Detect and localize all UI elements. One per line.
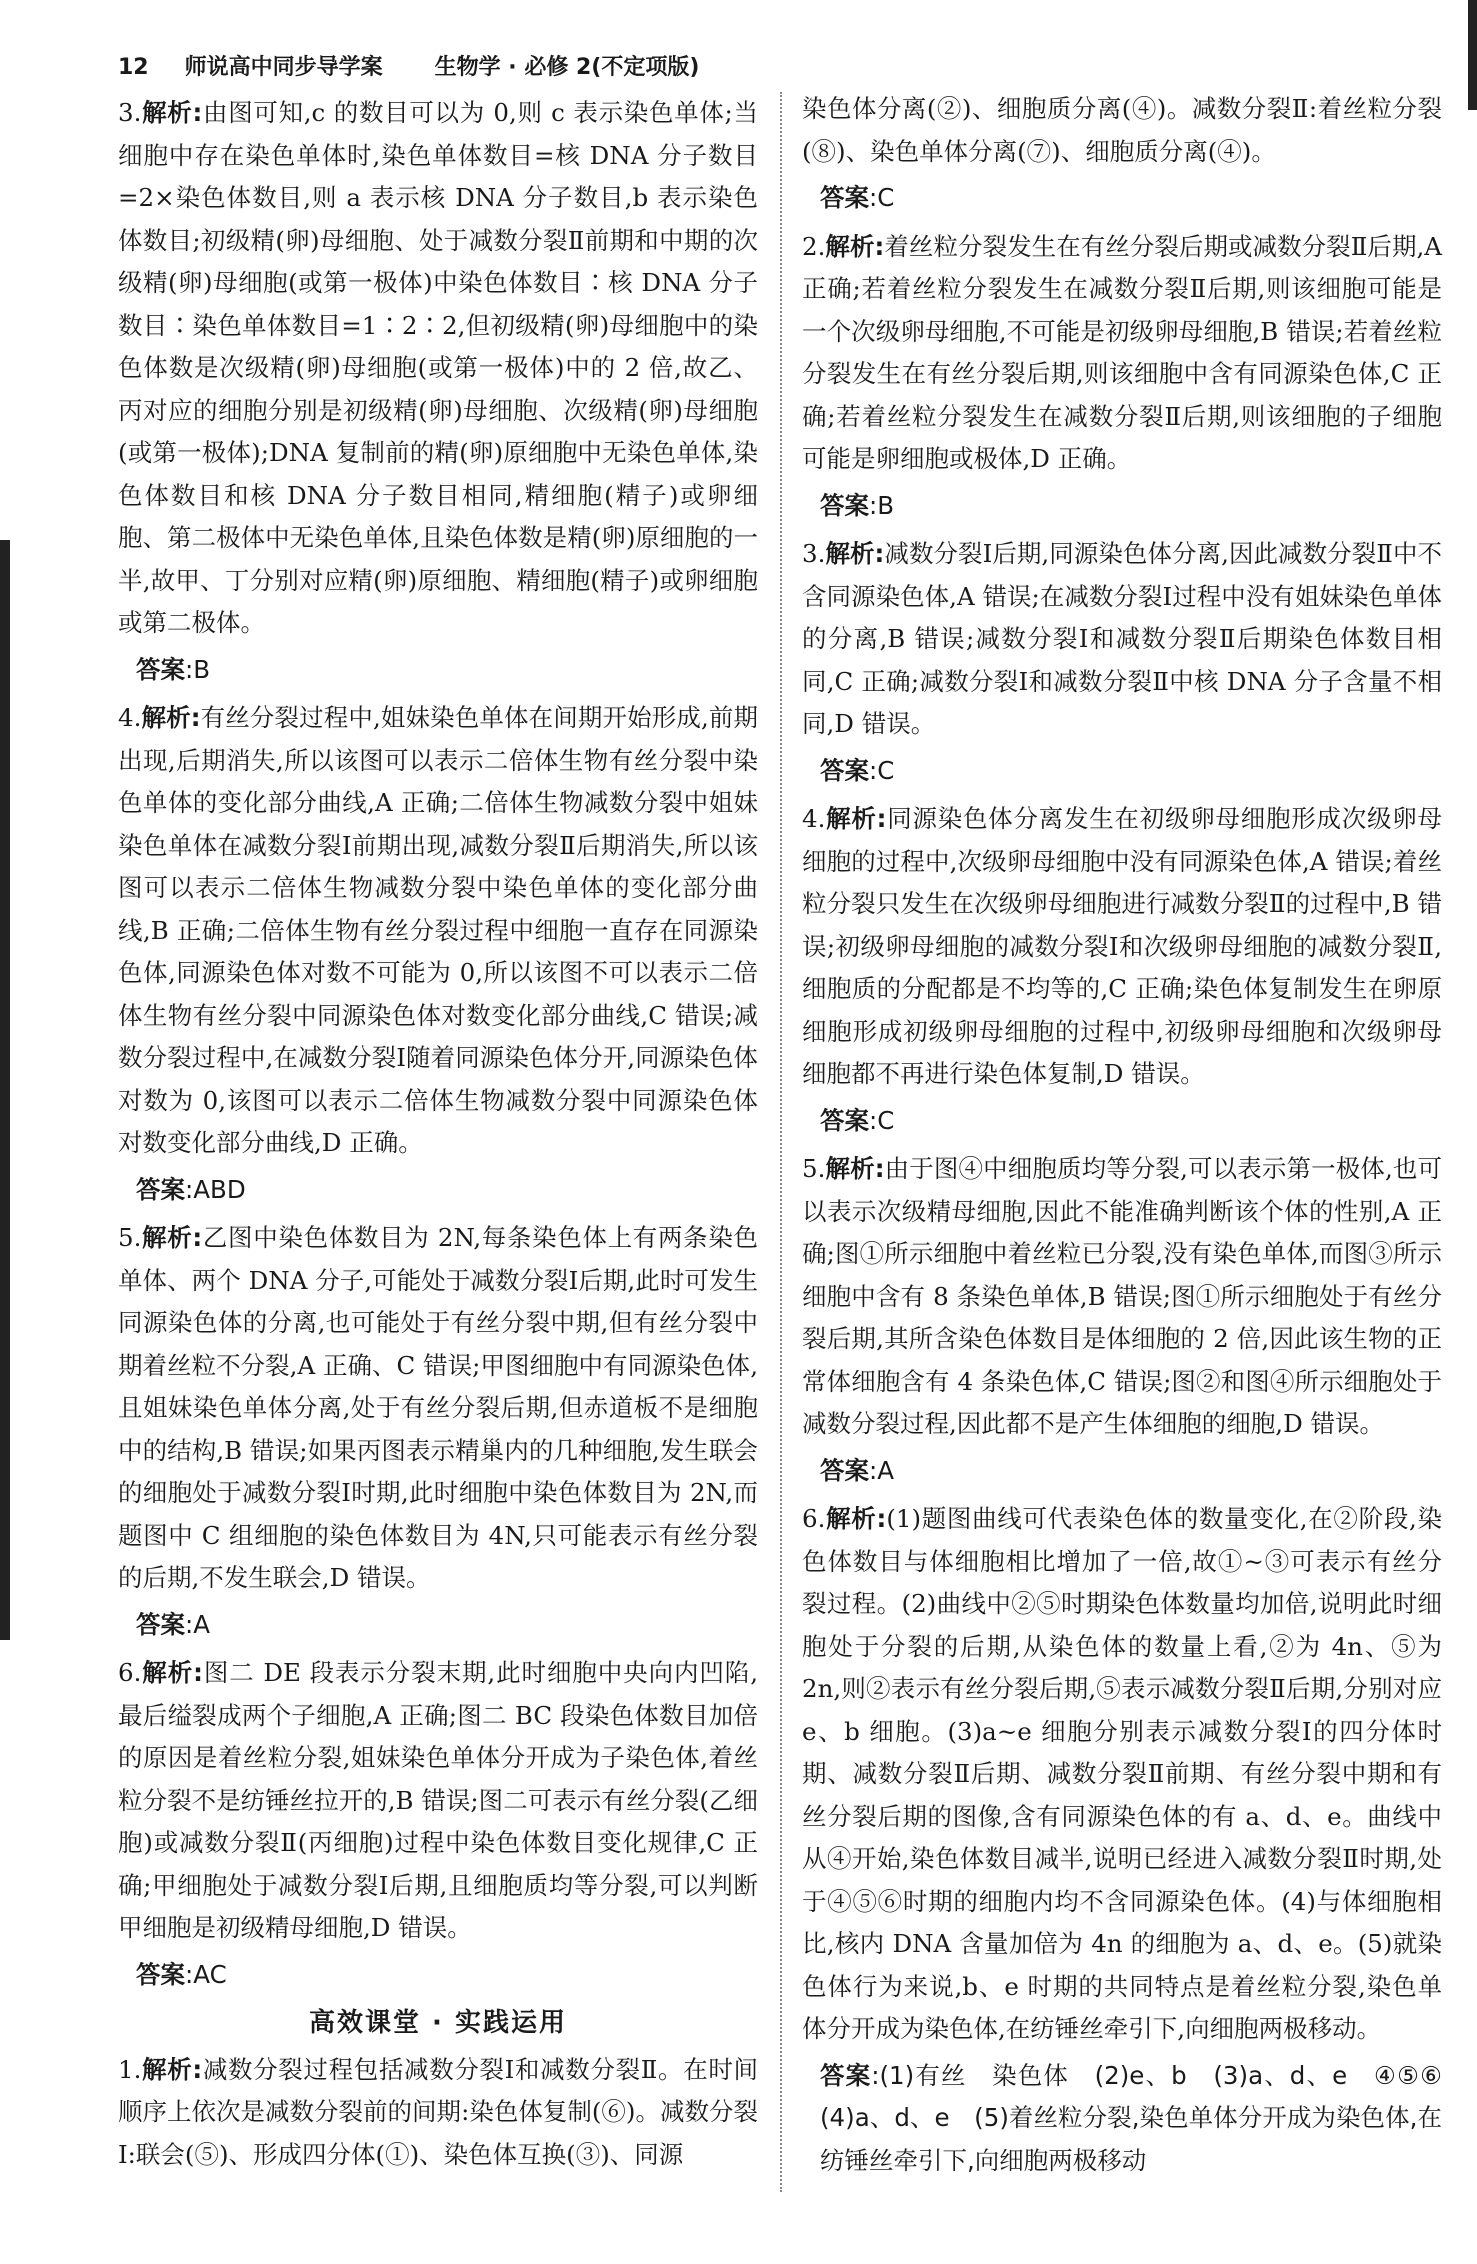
book-title: 师说高中同步导学案 bbox=[184, 55, 383, 80]
analysis-text: 有丝分裂过程中,姐妹染色单体在间期开始形成,前期出现,后期消失,所以该图可以表示二倍体生物有丝分裂中染色单体的变化部分曲线,A 正确;二倍体生物减数分裂中姐妹染色单体在减数分裂Ⅰ前期出现,减数分裂Ⅱ后期消失,所以该图可以表示二倍体生物减数分裂中染色单体的变化部分曲线,B 正确;二倍体生物有丝分裂过程中细胞一直存在同源染色体,同源染色体对数不可能为 0,所以该图不可以表示二倍体生物有丝分裂中同源染色体对数变化部分曲线,C 错误;减数分裂过程中,在减数分裂Ⅰ随着同源染色体分开,同源染色体对数为 0,该图可以表示二倍体生物减数分裂中同源染色体对数变化部分曲线,D 正确。 bbox=[118, 703, 758, 1157]
right-column bbox=[802, 88, 1467, 2188]
analysis-label: 解析 bbox=[141, 98, 193, 127]
answer-label: 答案 bbox=[136, 1609, 185, 1639]
answer-s3: 答案:C bbox=[820, 755, 895, 785]
question-number: 5. bbox=[118, 1223, 142, 1252]
answer-q5: 答案:A bbox=[136, 1609, 211, 1639]
analysis-text: (1)题图曲线可代表染色体的数量变化,在②阶段,染色体数目与体细胞相比增加了一倍,故①~③可表示有丝分裂过程。(2)曲线中②⑤时期染色体数量均加倍,说明此时细胞处于分裂的后期,从染色体的数量上看,②为 4n、⑤为 2n,则②表示有丝分裂后期,⑤表示减数分裂Ⅱ后期,分别对应 e、b 细胞。(3)a~e 细胞分别表示减数分裂Ⅰ的四分体时期、减数分裂Ⅱ后期、减数分裂Ⅱ前期、有丝分裂中期和有丝分裂后期的图像,含有同源染色体的有 a、d、e。曲线中从④开始,染色体数目减半,说明已经进入减数分裂Ⅱ时期,处于④⑤⑥时期的细胞内均不含同源染色体。(4)与体细胞相比,核内 DNA 含量加倍为 4n 的细胞为 a、d、e。(5)就染色体行为来说,b、e 时期的共同特点是着丝粒分裂,染色单体分开成为染色体,在纺锤丝牵引下,向细胞两极移动。 bbox=[802, 1504, 1443, 2043]
question-number: 6. bbox=[802, 1504, 826, 1533]
answer-s6: 答案:(1)有丝 染色体 (2)e、b (3)a、d、e ④⑤⑥ (4)a、d、e (5)着丝粒分裂,染色单体分开成为染色体,在纺锤丝牵引下,向细胞两极移动 bbox=[820, 2060, 1467, 2175]
subject-title: 生物学 · 必修 2(不定项版) bbox=[434, 55, 700, 80]
analysis-text: 同源染色体分离发生在初级卵母细胞形成次级卵母细胞的过程中,次级卵母细胞中没有同源染色体,A 错误;着丝粒分裂只发生在次级卵母细胞进行减数分裂Ⅱ的过程中,B 错误;初级卵母细胞的减数分裂Ⅰ和次级卵母细胞的减数分裂Ⅱ,细胞质的分配都是不均等的,C 正确;染色体复制发生在卵原细胞形成初级卵母细胞的过程中,初级卵母细胞和次级卵母细胞都不再进行染色体复制,D 错误。 bbox=[802, 804, 1443, 1088]
answer-label: 答案 bbox=[820, 1105, 869, 1135]
answer-value: ABD bbox=[193, 1174, 246, 1204]
analysis-label: 解析 bbox=[825, 539, 875, 568]
analysis-label: 解析 bbox=[825, 804, 877, 833]
question-number: 6. bbox=[118, 1658, 142, 1687]
analysis-label: 解析 bbox=[825, 1504, 877, 1533]
analysis-q6: 6.解析:图二 DE 段表示分裂末期,此时细胞中央向内凹陷,最后缢裂成两个子细胞,A 正确;图二 BC 段染色体数目加倍的原因是着丝粒分裂,姐妹染色单体分开成为子染色体,着丝粒分裂不是纺锤丝拉开的,B 错误;图二可表示有丝分裂(乙细胞)或减数分裂Ⅱ(丙细胞)过程中染色体数目变化规律,C 正确;甲细胞处于减数分裂Ⅰ后期,且细胞质均等分裂,可以判断甲细胞是初级精母细胞,D 错误。 bbox=[118, 1658, 758, 1942]
analysis-q5: 5.解析:乙图中染色体数目为 2N,每条染色体上有两条染色单体、两个 DNA 分子,可能处于减数分裂Ⅰ后期,此时可发生同源染色体的分离,也可能处于有丝分裂中期,但有丝分裂中期着丝粒不分裂,A 正确、C 错误;甲图细胞中有同源染色体,且姐妹染色单体分离,处于有丝分裂后期,但赤道板不是细胞中的结构,B 错误;如果丙图表示精巢内的几种细胞,发生联会的细胞处于减数分裂Ⅰ时期,此时细胞中染色体数目为 2N,而题图中 C 组细胞的染色体数目为 4N,只可能表示有丝分裂的后期,不发生联会,D 错误。 bbox=[118, 1223, 758, 1592]
question-number: 1. bbox=[118, 2054, 142, 2084]
answer-s5: 答案:A bbox=[820, 1455, 895, 1485]
analysis-text: 减数分裂过程包括减数分裂Ⅰ和减数分裂Ⅱ。在时间顺序上依次是减数分裂前的间期:染色体复制(⑥)。减数分裂Ⅰ:联会(⑤)、形成四分体(①)、染色体互换(③)、同源 bbox=[118, 2054, 759, 2169]
analysis-s5: 5.解析:由于图④中细胞质均等分裂,可以表示第一极体,也可以表示次级精母细胞,因此不能准确判断该个体的性别,A 正确;图①所示细胞中着丝粒已分裂,没有染色单体,而图③所示细胞中含有 8 条染色单体,B 错误;图①所示细胞处于有丝分裂后期,其所含染色体数目是体细胞的 2 倍,因此该生物的正常体细胞含有 4 条染色体,C 错误;图②和图④所示细胞处于减数分裂过程,因此都不是产生体细胞的细胞,D 错误。 bbox=[802, 1154, 1442, 1438]
analysis-label: 解析 bbox=[825, 1154, 875, 1183]
analysis-s1-continued: 染色体分离(②)、细胞质分离(④)。减数分裂Ⅱ:着丝粒分裂(⑧)、染色单体分离(⑦)、细胞质分离(④)。 bbox=[802, 94, 1442, 166]
analysis-text: 减数分裂Ⅰ后期,同源染色体分离,因此减数分裂Ⅱ中不含同源染色体,A 错误;在减数分裂Ⅰ过程中没有姐妹染色单体的分离,B 错误;减数分裂Ⅰ和减数分裂Ⅱ后期染色体数目相同,C 正确;减数分裂Ⅰ和减数分裂Ⅱ中核 DNA 分子含量不相同,D 错误。 bbox=[802, 539, 1443, 738]
answer-label: 答案 bbox=[136, 1174, 185, 1204]
page-edge-bar bbox=[0, 540, 10, 1640]
question-number: 3. bbox=[118, 98, 142, 127]
analysis-label: 解析 bbox=[141, 1223, 193, 1252]
answer-label: 答案 bbox=[820, 755, 869, 785]
page-number: 12 bbox=[118, 55, 149, 80]
question-number: 5. bbox=[802, 1154, 826, 1183]
answer-q4: 答案:ABD bbox=[136, 1174, 246, 1204]
question-number: 4. bbox=[802, 804, 826, 833]
page-header bbox=[118, 50, 699, 90]
answer-label: 答案 bbox=[820, 183, 869, 212]
answer-label: 答案 bbox=[136, 654, 185, 684]
left-column bbox=[118, 92, 758, 2180]
answer-s1: 答案:C bbox=[820, 183, 895, 212]
answer-value: (1)有丝 染色体 (2)e、b (3)a、d、e ④⑤⑥ (4)a、d、e (5)着丝粒分裂,染色单体分开成为染色体,在纺锤丝牵引下,向细胞两极移动 bbox=[820, 2060, 1467, 2175]
analysis-s6: 6.解析:(1)题图曲线可代表染色体的数量变化,在②阶段,染色体数目与体细胞相比增加了一倍,故①~③可表示有丝分裂过程。(2)曲线中②⑤时期染色体数量均加倍,说明此时细胞处于分裂的后期,从染色体的数量上看,②为 4n、⑤为 2n,则②表示有丝分裂后期,⑤表示减数分裂Ⅱ后期,分别对应 e、b 细胞。(3)a~e 细胞分别表示减数分裂Ⅰ的四分体时期、减数分裂Ⅱ后期、减数分裂Ⅱ前期、有丝分裂中期和有丝分裂后期的图像,含有同源染色体的有 a、d、e。曲线中从④开始,染色体数目减半,说明已经进入减数分裂Ⅱ时期,处于④⑤⑥时期的细胞内均不含同源染色体。(4)与体细胞相比,核内 DNA 含量加倍为 4n 的细胞为 a、d、e。(5)就染色体行为来说,b、e 时期的共同特点是着丝粒分裂,染色单体分开成为染色体,在纺锤丝牵引下,向细胞两极移动。 bbox=[802, 1504, 1443, 2043]
answer-value: C bbox=[877, 1105, 895, 1135]
analysis-text: 由于图④中细胞质均等分裂,可以表示第一极体,也可以表示次级精母细胞,因此不能准确判断该个体的性别,A 正确;图①所示细胞中着丝粒已分裂,没有染色单体,而图③所示细胞中含有 8 条染色单体,B 错误;图①所示细胞处于有丝分裂后期,其所含染色体数目是体细胞的 2 倍,因此该生物的正常体细胞含有 4 条染色体,C 错误;图②和图④所示细胞处于减数分裂过程,因此都不是产生体细胞的细胞,D 错误。 bbox=[802, 1154, 1442, 1438]
analysis-text: 乙图中染色体数目为 2N,每条染色体上有两条染色单体、两个 DNA 分子,可能处于减数分裂Ⅰ后期,此时可发生同源染色体的分离,也可能处于有丝分裂中期,但有丝分裂中期着丝粒不分裂,A 正确、C 错误;甲图细胞中有同源染色体,且姐妹染色单体分离,处于有丝分裂后期,但赤道板不是细胞中的结构,B 错误;如果丙图表示精巢内的几种细胞,发生联会的细胞处于减数分裂Ⅰ时期,此时细胞中染色体数目为 2N,而题图中 C 组细胞的染色体数目为 4N,只可能表示有丝分裂的后期,不发生联会,D 错误。 bbox=[118, 1223, 758, 1592]
answer-value: B bbox=[877, 490, 895, 520]
analysis-text: 图二 DE 段表示分裂末期,此时细胞中央向内凹陷,最后缢裂成两个子细胞,A 正确;图二 BC 段染色体数目加倍的原因是着丝粒分裂,姐妹染色单体分开成为子染色体,着丝粒分裂不是纺锤丝拉开的,B 错误;图二可表示有丝分裂(乙细胞)或减数分裂Ⅱ(丙细胞)过程中染色体数目变化规律,C 正确;甲细胞处于减数分裂Ⅰ后期,且细胞质均等分裂,可以判断甲细胞是初级精母细胞,D 错误。 bbox=[118, 1658, 758, 1942]
answer-value: A bbox=[193, 1609, 211, 1639]
analysis-text: 着丝粒分裂发生在有丝分裂后期或减数分裂Ⅱ后期,A 正确;若着丝粒分裂发生在减数分裂Ⅱ后期,则该细胞可能是一个次级卵母细胞,不可能是初级卵母细胞,B 错误;若着丝粒分裂发生在有丝分裂后期,则该细胞中含有同源染色体,C 正确;若着丝粒分裂发生在减数分裂Ⅱ后期,则该细胞的子细胞可能是卵细胞或极体,D 正确。 bbox=[802, 231, 1442, 473]
analysis-text: 由图可知,c 的数目可以为 0,则 c 表示染色单体;当细胞中存在染色单体时,染色单体数目=核 DNA 分子数目=2×染色体数目,则 a 表示核 DNA 分子数目,b 表示染色体数目;初级精(卵)母细胞、处于减数分裂Ⅱ前期和中期的次级精(卵)母细胞(或第一极体)中染色体数目∶核 DNA 分子数目∶染色单体数目=1∶2∶2,但初级精(卵)母细胞中的染色体数是次级精(卵)母细胞(或第一极体)中的 2 倍,故乙、丙对应的细胞分别是初级精(卵)母细胞、次级精(卵)母细胞(或第一极体);DNA 复制前的精(卵)原细胞中无染色单体,染色体数目和核 DNA 分子数目相同,精细胞(精子)或卵细胞、第二极体中无染色单体,且染色体数是精(卵)原细胞的一半,故甲、丁分别对应精(卵)原细胞、精细胞(精子)或卵细胞或第二极体。 bbox=[118, 98, 759, 637]
analysis-label: 解析 bbox=[141, 2054, 193, 2084]
answer-label: 答案 bbox=[820, 490, 869, 520]
analysis-label: 解析 bbox=[141, 1658, 194, 1687]
analysis-s2: 2.解析:着丝粒分裂发生在有丝分裂后期或减数分裂Ⅱ后期,A 正确;若着丝粒分裂发生在减数分裂Ⅱ后期,则该细胞可能是一个次级卵母细胞,不可能是初级卵母细胞,B 错误;若着丝粒分裂发生在有丝分裂后期,则该细胞中含有同源染色体,C 正确;若着丝粒分裂发生在减数分裂Ⅱ后期,则该细胞的子细胞可能是卵细胞或极体,D 正确。 bbox=[802, 231, 1442, 473]
analysis-q4: 4.解析:有丝分裂过程中,姐妹染色单体在间期开始形成,前期出现,后期消失,所以该图可以表示二倍体生物有丝分裂中染色单体的变化部分曲线,A 正确;二倍体生物减数分裂中姐妹染色单体在减数分裂Ⅰ前期出现,减数分裂Ⅱ后期消失,所以该图可以表示二倍体生物减数分裂中染色单体的变化部分曲线,B 正确;二倍体生物有丝分裂过程中细胞一直存在同源染色体,同源染色体对数不可能为 0,所以该图不可以表示二倍体生物有丝分裂中同源染色体对数变化部分曲线,C 错误;减数分裂过程中,在减数分裂Ⅰ随着同源染色体分开,同源染色体对数为 0,该图可以表示二倍体生物减数分裂中同源染色体对数变化部分曲线,D 正确。 bbox=[118, 703, 758, 1157]
analysis-s1: 1.解析:减数分裂过程包括减数分裂Ⅰ和减数分裂Ⅱ。在时间顺序上依次是减数分裂前的间期:染色体复制(⑥)。减数分裂Ⅰ:联会(⑤)、形成四分体(①)、染色体互换(③)、同源 bbox=[118, 2054, 759, 2169]
answer-value: B bbox=[193, 654, 211, 684]
section-title: 高效课堂 · 实践运用 bbox=[309, 2008, 567, 2038]
analysis-label: 解析 bbox=[825, 231, 875, 261]
analysis-s3: 3.解析:减数分裂Ⅰ后期,同源染色体分离,因此减数分裂Ⅱ中不含同源染色体,A 错误;在减数分裂Ⅰ过程中没有姐妹染色单体的分离,B 错误;减数分裂Ⅰ和减数分裂Ⅱ后期染色体数目相同,C 正确;减数分裂Ⅰ和减数分裂Ⅱ中核 DNA 分子含量不相同,D 错误。 bbox=[802, 539, 1443, 738]
answer-label: 答案 bbox=[820, 1455, 869, 1485]
answer-label: 答案 bbox=[820, 2060, 872, 2090]
answer-s2: 答案:B bbox=[820, 490, 895, 520]
analysis-q3: 3.解析:由图可知,c 的数目可以为 0,则 c 表示染色单体;当细胞中存在染色单体时,染色单体数目=核 DNA 分子数目=2×染色体数目,则 a 表示核 DNA 分子数目,b 表示染色体数目;初级精(卵)母细胞、处于减数分裂Ⅱ前期和中期的次级精(卵)母细胞(或第一极体)中染色体数目∶核 DNA 分子数目∶染色单体数目=1∶2∶2,但初级精(卵)母细胞中的染色体数是次级精(卵)母细胞(或第一极体)中的 2 倍,故乙、丙对应的细胞分别是初级精(卵)母细胞、次级精(卵)母细胞(或第一极体);DNA 复制前的精(卵)原细胞中无染色单体,染色体数目和核 DNA 分子数目相同,精细胞(精子)或卵细胞、第二极体中无染色单体,且染色体数是精(卵)原细胞的一半,故甲、丁分别对应精(卵)原细胞、精细胞(精子)或卵细胞或第二极体。 bbox=[118, 98, 759, 637]
answer-q6: 答案:AC bbox=[136, 1959, 227, 1989]
answer-label: 答案 bbox=[136, 1959, 185, 1989]
page-edge-bar-top bbox=[1468, 0, 1477, 110]
analysis-label: 解析 bbox=[141, 703, 191, 732]
question-number: 4. bbox=[118, 703, 142, 732]
answer-value: A bbox=[877, 1455, 895, 1485]
question-number: 3. bbox=[802, 539, 826, 568]
answer-value: C bbox=[877, 755, 895, 785]
answer-value: AC bbox=[193, 1959, 227, 1989]
question-number: 2. bbox=[802, 231, 826, 261]
answer-s4: 答案:C bbox=[820, 1105, 895, 1135]
answer-q3: 答案:B bbox=[136, 654, 211, 684]
analysis-s4: 4.解析:同源染色体分离发生在初级卵母细胞形成次级卵母细胞的过程中,次级卵母细胞中没有同源染色体,A 错误;着丝粒分裂只发生在次级卵母细胞进行减数分裂Ⅱ的过程中,B 错误;初级卵母细胞的减数分裂Ⅰ和次级卵母细胞的减数分裂Ⅱ,细胞质的分配都是不均等的,C 正确;染色体复制发生在卵原细胞形成初级卵母细胞的过程中,初级卵母细胞和次级卵母细胞都不再进行染色体复制,D 错误。 bbox=[802, 804, 1443, 1088]
column-divider bbox=[780, 92, 782, 2192]
answer-value: C bbox=[877, 183, 895, 212]
